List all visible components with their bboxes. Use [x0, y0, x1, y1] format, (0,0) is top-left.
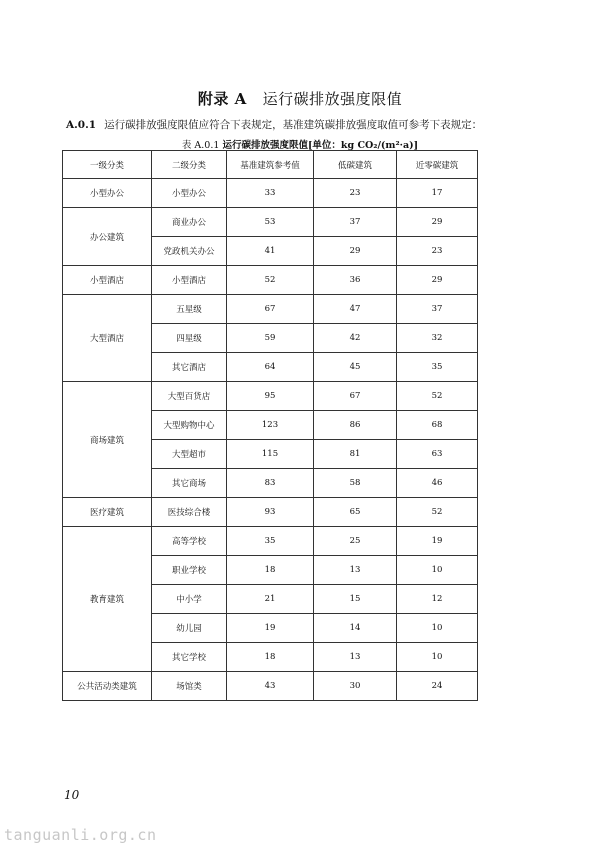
baseline-value-cell: 18	[227, 556, 314, 585]
low-carbon-cell: 30	[314, 672, 397, 701]
near-zero-carbon-cell: 68	[397, 411, 478, 440]
baseline-value-cell: 59	[227, 324, 314, 353]
near-zero-carbon-cell: 52	[397, 382, 478, 411]
secondary-category-cell: 职业学校	[152, 556, 227, 585]
clause-number: A.0.1	[66, 119, 97, 131]
carbon-intensity-table	[62, 150, 478, 701]
table-body	[63, 179, 478, 701]
near-zero-carbon-cell: 29	[397, 208, 478, 237]
page-number: 10	[64, 788, 80, 802]
low-carbon-cell: 37	[314, 208, 397, 237]
secondary-category-cell: 中小学	[152, 585, 227, 614]
near-zero-carbon-cell: 63	[397, 440, 478, 469]
secondary-category-cell: 大型百货店	[152, 382, 227, 411]
secondary-category-cell: 场馆类	[152, 672, 227, 701]
baseline-value-cell: 123	[227, 411, 314, 440]
secondary-category-cell: 医技综合楼	[152, 498, 227, 527]
secondary-category-cell: 其它商场	[152, 469, 227, 498]
near-zero-carbon-cell: 10	[397, 614, 478, 643]
baseline-value-cell: 41	[227, 237, 314, 266]
table-row	[63, 208, 478, 237]
low-carbon-cell: 23	[314, 179, 397, 208]
baseline-value-cell: 93	[227, 498, 314, 527]
primary-category-cell: 商场建筑	[63, 382, 152, 498]
secondary-category-cell: 小型办公	[152, 179, 227, 208]
near-zero-carbon-cell: 37	[397, 295, 478, 324]
near-zero-carbon-cell: 24	[397, 672, 478, 701]
secondary-category-cell: 四星级	[152, 324, 227, 353]
low-carbon-cell: 15	[314, 585, 397, 614]
table-caption-text: 运行碳排放强度限值[单位：kg CO₂/(m²·a)]	[222, 140, 419, 151]
baseline-value-cell: 52	[227, 266, 314, 295]
low-carbon-cell: 42	[314, 324, 397, 353]
header-primary-category: 一级分类	[63, 151, 152, 179]
secondary-category-cell: 五星级	[152, 295, 227, 324]
low-carbon-cell: 67	[314, 382, 397, 411]
baseline-value-cell: 35	[227, 527, 314, 556]
primary-category-cell: 小型酒店	[63, 266, 152, 295]
secondary-category-cell: 大型超市	[152, 440, 227, 469]
secondary-category-cell: 其它酒店	[152, 353, 227, 382]
table-row	[63, 266, 478, 295]
table-caption	[0, 137, 600, 151]
secondary-category-cell: 党政机关办公	[152, 237, 227, 266]
table-row	[63, 498, 478, 527]
low-carbon-cell: 58	[314, 469, 397, 498]
secondary-category-cell: 高等学校	[152, 527, 227, 556]
low-carbon-cell: 47	[314, 295, 397, 324]
table-header-row	[63, 151, 478, 179]
appendix-title-text: 运行碳排放强度限值	[262, 90, 403, 108]
low-carbon-cell: 65	[314, 498, 397, 527]
baseline-value-cell: 19	[227, 614, 314, 643]
clause-text: 运行碳排放强度限值应符合下表规定，基准建筑碳排放强度取值可参考下表规定：	[104, 119, 483, 131]
table-row	[63, 382, 478, 411]
near-zero-carbon-cell: 52	[397, 498, 478, 527]
low-carbon-cell: 86	[314, 411, 397, 440]
low-carbon-cell: 13	[314, 643, 397, 672]
near-zero-carbon-cell: 19	[397, 527, 478, 556]
near-zero-carbon-cell: 23	[397, 237, 478, 266]
header-low-carbon: 低碳建筑	[314, 151, 397, 179]
near-zero-carbon-cell: 35	[397, 353, 478, 382]
baseline-value-cell: 18	[227, 643, 314, 672]
appendix-title	[0, 88, 600, 109]
secondary-category-cell: 幼儿园	[152, 614, 227, 643]
primary-category-cell: 公共活动类建筑	[63, 672, 152, 701]
table-row	[63, 179, 478, 208]
baseline-value-cell: 115	[227, 440, 314, 469]
low-carbon-cell: 14	[314, 614, 397, 643]
baseline-value-cell: 64	[227, 353, 314, 382]
table-row	[63, 672, 478, 701]
header-near-zero-carbon: 近零碳建筑	[397, 151, 478, 179]
near-zero-carbon-cell: 32	[397, 324, 478, 353]
primary-category-cell: 大型酒店	[63, 295, 152, 382]
baseline-value-cell: 95	[227, 382, 314, 411]
near-zero-carbon-cell: 10	[397, 643, 478, 672]
baseline-value-cell: 67	[227, 295, 314, 324]
near-zero-carbon-cell: 46	[397, 469, 478, 498]
baseline-value-cell: 83	[227, 469, 314, 498]
primary-category-cell: 办公建筑	[63, 208, 152, 266]
table-row	[63, 295, 478, 324]
secondary-category-cell: 大型购物中心	[152, 411, 227, 440]
near-zero-carbon-cell: 12	[397, 585, 478, 614]
baseline-value-cell: 43	[227, 672, 314, 701]
low-carbon-cell: 36	[314, 266, 397, 295]
primary-category-cell: 教育建筑	[63, 527, 152, 672]
low-carbon-cell: 13	[314, 556, 397, 585]
low-carbon-cell: 29	[314, 237, 397, 266]
baseline-value-cell: 33	[227, 179, 314, 208]
clause-intro	[66, 117, 546, 132]
secondary-category-cell: 小型酒店	[152, 266, 227, 295]
primary-category-cell: 医疗建筑	[63, 498, 152, 527]
header-baseline-value: 基准建筑参考值	[227, 151, 314, 179]
near-zero-carbon-cell: 10	[397, 556, 478, 585]
low-carbon-cell: 81	[314, 440, 397, 469]
secondary-category-cell: 其它学校	[152, 643, 227, 672]
watermark: tanguanli.org.cn	[4, 826, 157, 844]
secondary-category-cell: 商业办公	[152, 208, 227, 237]
appendix-label: 附录 A	[197, 90, 247, 108]
primary-category-cell: 小型办公	[63, 179, 152, 208]
low-carbon-cell: 45	[314, 353, 397, 382]
baseline-value-cell: 21	[227, 585, 314, 614]
table-row	[63, 527, 478, 556]
baseline-value-cell: 53	[227, 208, 314, 237]
table-caption-prefix: 表 A.0.1	[181, 140, 220, 151]
near-zero-carbon-cell: 17	[397, 179, 478, 208]
near-zero-carbon-cell: 29	[397, 266, 478, 295]
low-carbon-cell: 25	[314, 527, 397, 556]
header-secondary-category: 二级分类	[152, 151, 227, 179]
